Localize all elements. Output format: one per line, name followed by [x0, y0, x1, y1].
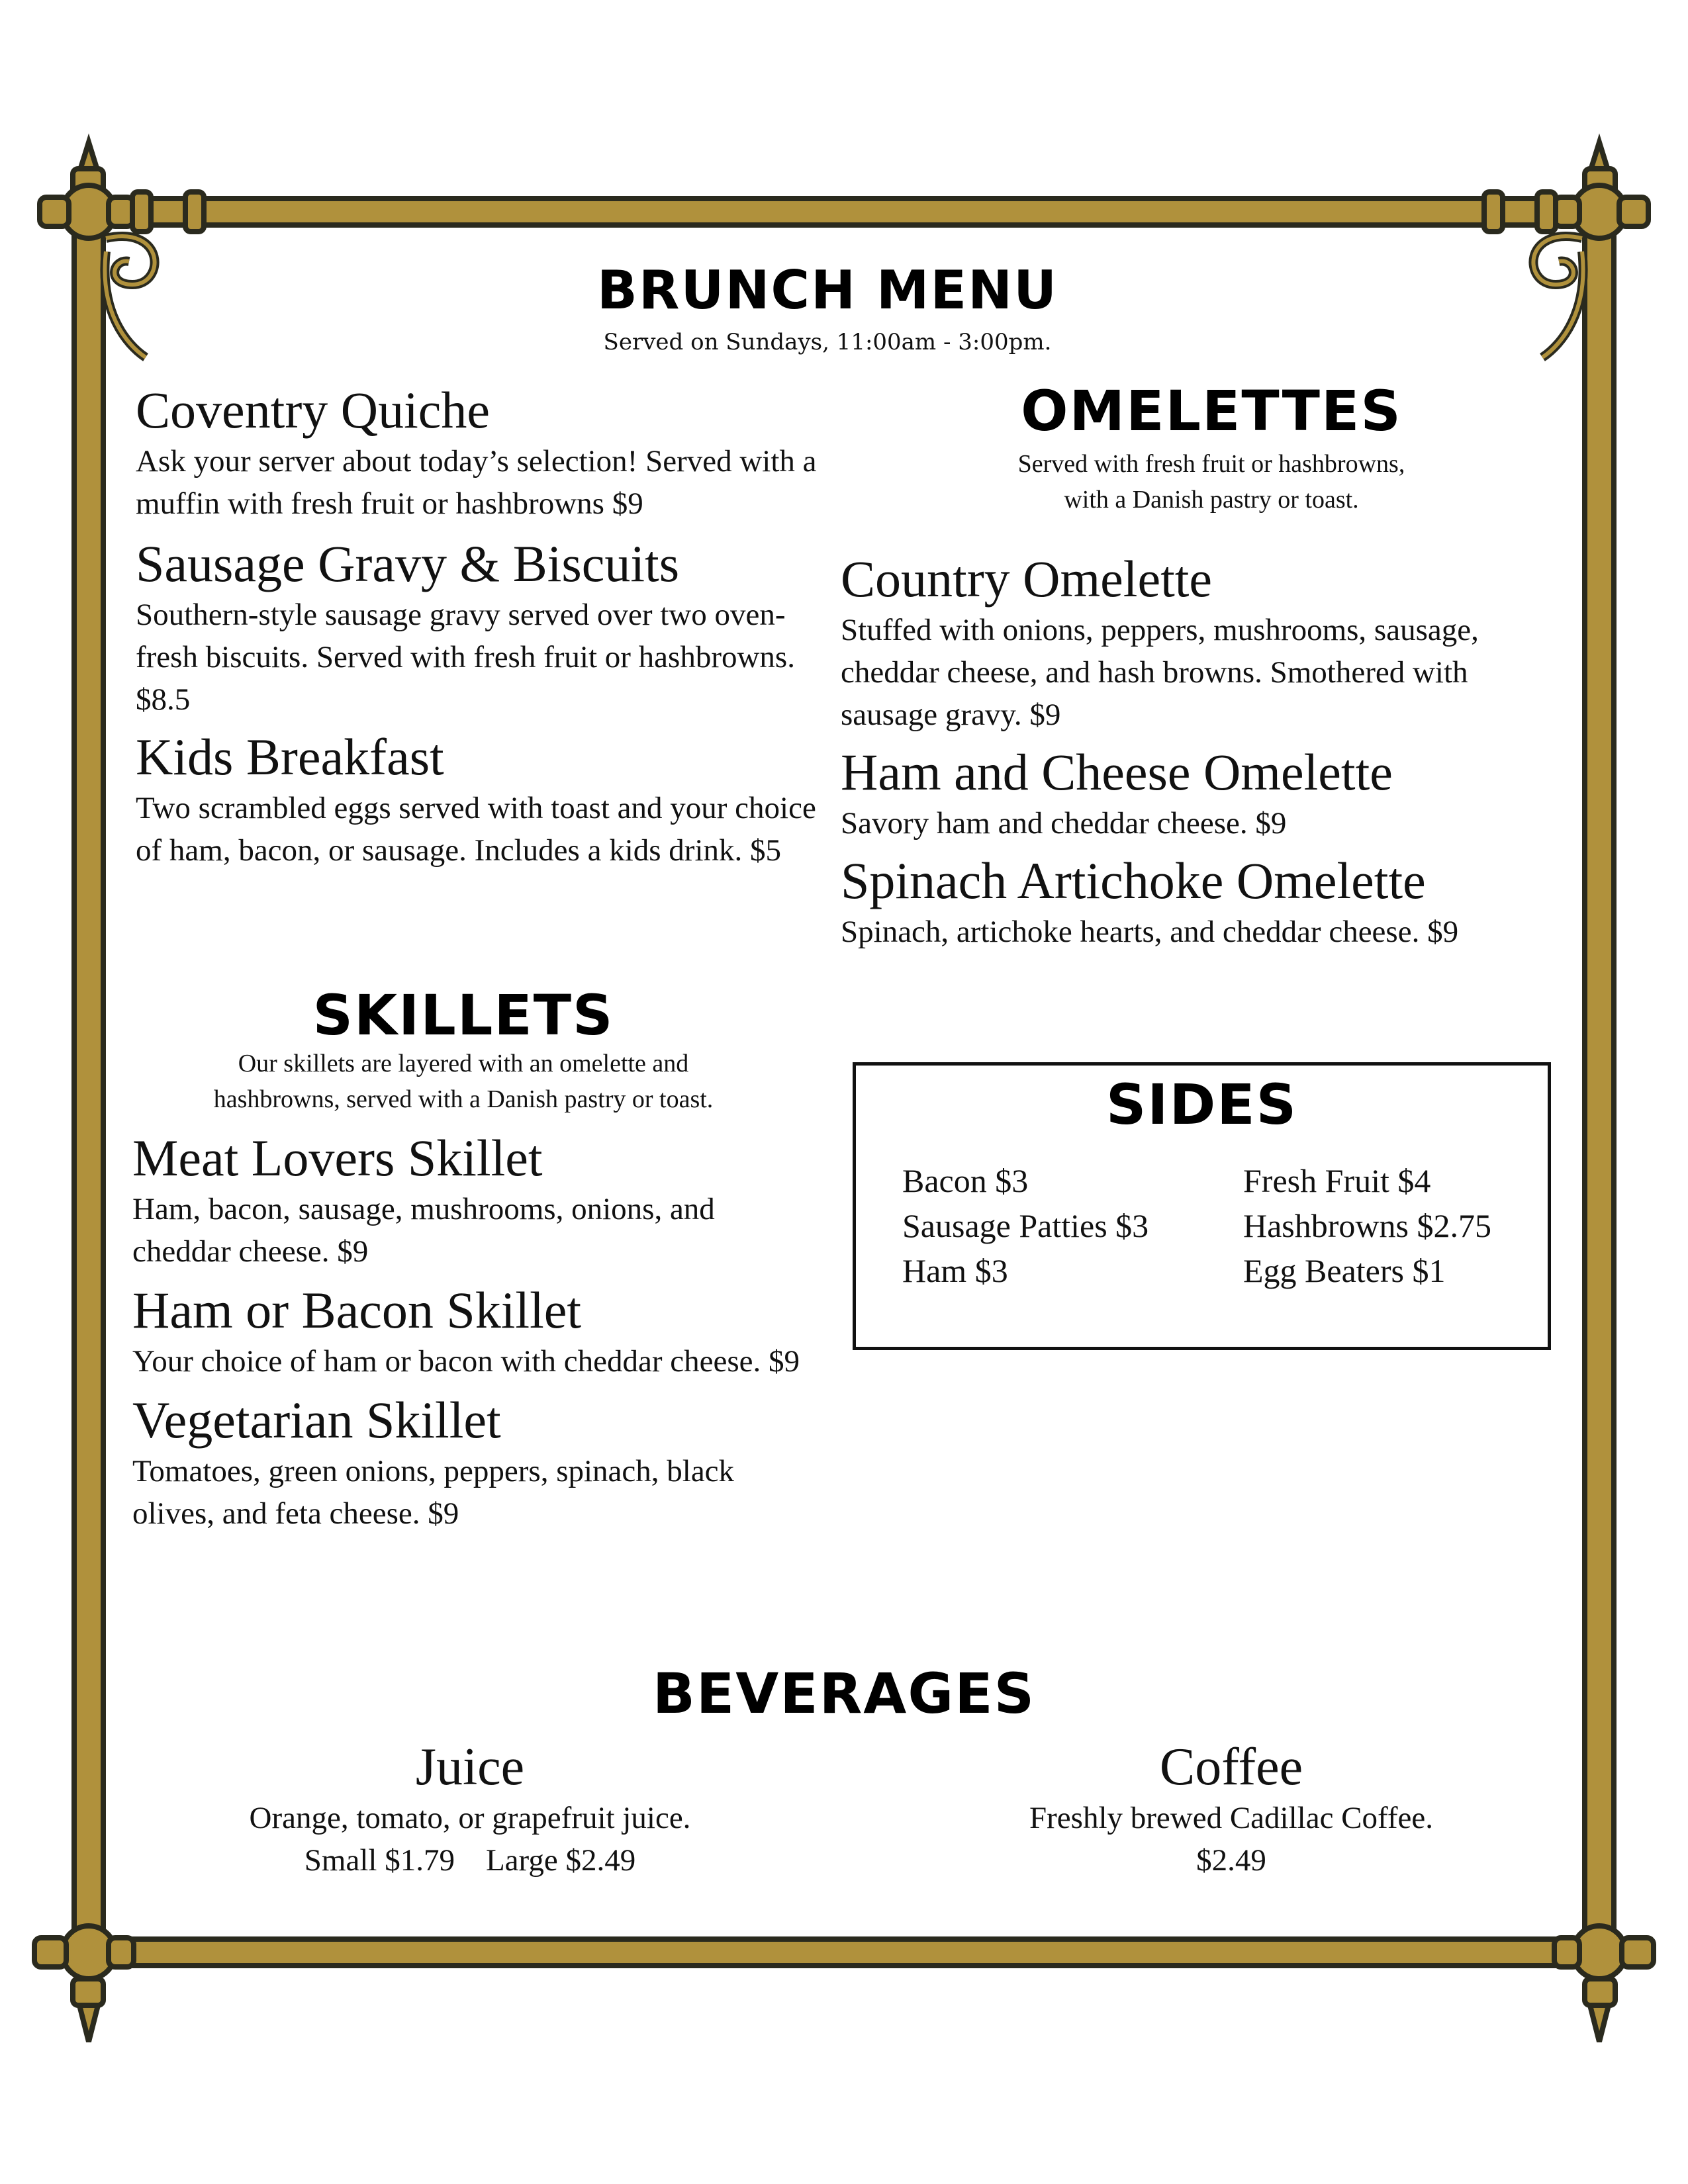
item-name: Meat Lovers Skillet — [132, 1129, 543, 1187]
beverage-description: Freshly brewed Cadillac Coffee. — [1029, 1801, 1433, 1835]
beverage-coffee — [927, 1737, 1536, 1882]
omelettes-subtitle-line: Served with fresh fruit or hashbrowns, — [1017, 450, 1405, 478]
skillets-subtitle-line: hashbrowns, served with a Danish pastry or toast. — [213, 1085, 714, 1113]
page-subtitle: Served on Sundays, 11:00am - 3:00pm. — [603, 329, 1052, 355]
omelettes-subtitle — [880, 446, 1542, 518]
omelettes-heading: OMELETTES — [1021, 379, 1402, 443]
item-description: Southern-style sausage gravy served over two oven-fresh biscuits. Served with fresh fruit or hashbrowns. $8.5 — [136, 598, 795, 717]
sides-box — [853, 1062, 1551, 1350]
skillets-subtitle — [132, 1046, 794, 1117]
omelettes-items — [841, 549, 1556, 953]
omelettes-subtitle-line: with a Danish pastry or toast. — [1064, 486, 1359, 514]
item-description: Spinach, artichoke hearts, and cheddar cheese. $9 — [841, 915, 1459, 949]
side-item: Egg Beaters $1 — [1243, 1252, 1446, 1289]
side-item: Fresh Fruit $4 — [1243, 1162, 1431, 1199]
beverage-price: $2.49 — [1196, 1843, 1266, 1878]
menu-item — [841, 743, 1556, 844]
menu-item — [136, 381, 818, 525]
item-description: Stuffed with onions, peppers, mushrooms, sausage, cheddar cheese, and hash browns. Smothered with sausage gravy. $9 — [841, 613, 1479, 732]
left-items — [136, 381, 818, 872]
item-name: Spinach Artichoke Omelette — [841, 852, 1426, 909]
item-name: Ham and Cheese Omelette — [841, 743, 1393, 801]
item-name: Country Omelette — [841, 550, 1213, 608]
menu-item — [841, 549, 1556, 736]
item-description: Ask your server about today’s selection! Served with a muffin with fresh fruit or hashbrowns $9 — [136, 444, 817, 521]
sides-heading: SIDES — [1105, 1072, 1298, 1137]
beverage-name: Juice — [415, 1738, 525, 1796]
item-description: Tomatoes, green onions, peppers, spinach, black olives, and feta cheese. $9 — [132, 1454, 735, 1531]
sides-column-2 — [1243, 1158, 1548, 1293]
side-item: Sausage Patties $3 — [902, 1207, 1149, 1244]
item-name: Sausage Gravy & Biscuits — [136, 535, 680, 592]
sides-column-1 — [902, 1158, 1233, 1293]
item-name: Vegetarian Skillet — [132, 1391, 501, 1449]
beverage-name: Coffee — [1159, 1738, 1303, 1796]
item-description: Two scrambled eggs served with toast and your choice of ham, bacon, or sausage. Includes a kids drink. $5 — [136, 791, 816, 868]
item-name: Ham or Bacon Skillet — [132, 1281, 582, 1339]
item-description: Ham, bacon, sausage, mushrooms, onions, and cheddar cheese. $9 — [132, 1192, 715, 1269]
page-title: BRUNCH MENU — [596, 259, 1058, 321]
menu-item — [841, 851, 1556, 953]
item-name: Coventry Quiche — [136, 381, 491, 439]
side-item: Hashbrowns $2.75 — [1243, 1207, 1491, 1244]
side-item: Ham $3 — [902, 1252, 1008, 1289]
item-name: Kids Breakfast — [136, 728, 444, 786]
menu-item — [132, 1390, 808, 1535]
menu-item — [136, 534, 818, 721]
skillets-items — [132, 1128, 808, 1535]
skillets-heading: SKILLETS — [312, 983, 614, 1048]
side-item: Bacon $3 — [902, 1162, 1029, 1199]
beverages-heading: BEVERAGES — [652, 1661, 1036, 1726]
menu-item — [132, 1128, 808, 1273]
beverage-juice — [165, 1737, 774, 1882]
beverage-description: Orange, tomato, or grapefruit juice. — [249, 1801, 691, 1835]
item-description: Your choice of ham or bacon with cheddar cheese. $9 — [132, 1344, 800, 1379]
item-description: Savory ham and cheddar cheese. $9 — [841, 806, 1287, 841]
menu-item — [136, 727, 818, 872]
skillets-subtitle-line: Our skillets are layered with an omelette and — [238, 1050, 689, 1077]
beverage-price: Small $1.79 Large $2.49 — [304, 1843, 636, 1878]
menu-item — [132, 1281, 808, 1383]
